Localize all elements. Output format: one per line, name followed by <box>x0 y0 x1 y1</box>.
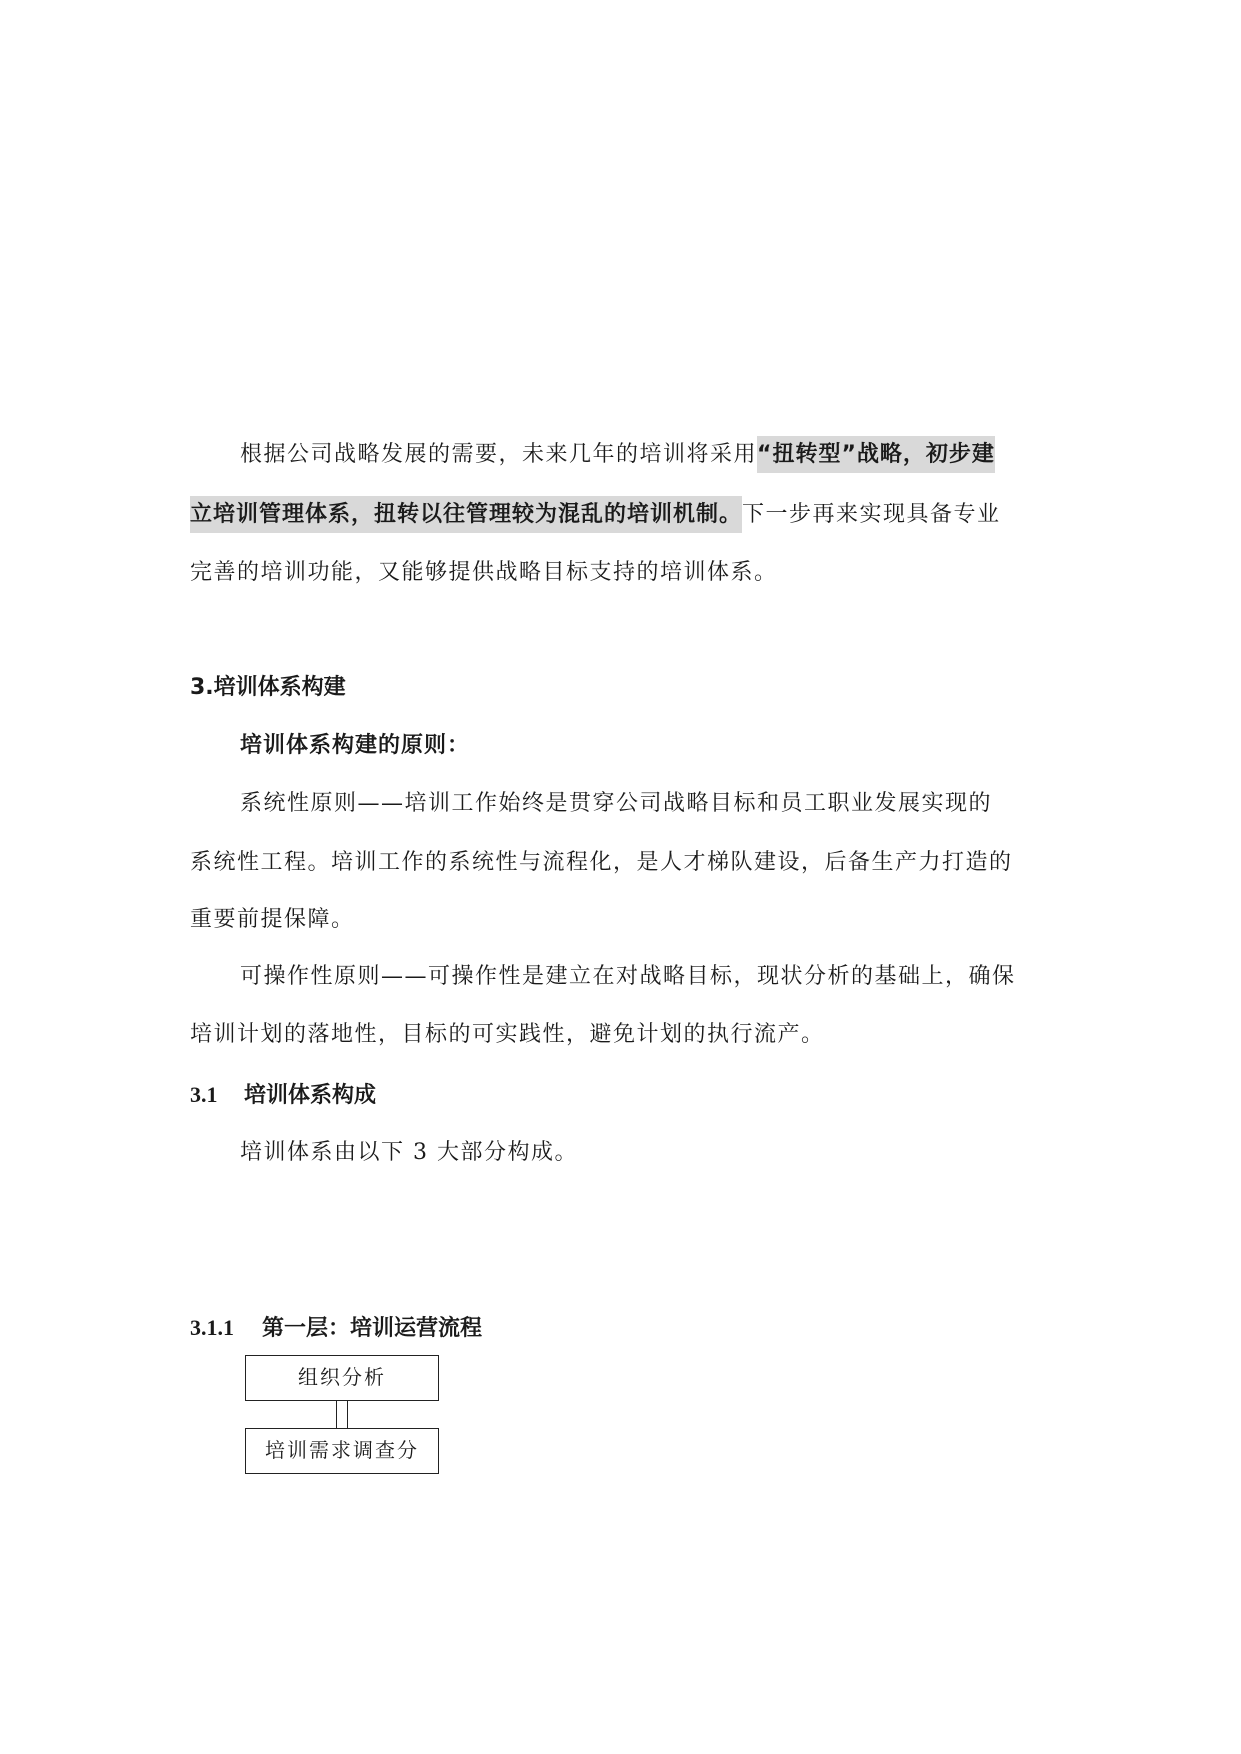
section-number: 3.1 <box>190 1082 218 1107</box>
paragraph-line <box>190 500 1060 530</box>
paragraph-line: 系统性工程。培训工作的系统性与流程化，是人才梯队建设，后备生产力打造的 <box>190 850 1013 875</box>
paragraph-line: 可操作性原则——可操作性是建立在对战略目标，现状分析的基础上，确保 <box>240 964 1016 989</box>
paragraph-text: 根据公司战略发展的需要，未来几年的培训将采用 <box>240 442 758 467</box>
flowchart-connector <box>336 1401 348 1428</box>
section-heading <box>190 1080 376 1111</box>
highlighted-text: 立培训管理体系，扭转以往管理较为混乱的培训机制。 <box>190 496 742 533</box>
paragraph-text: 下一步再来实现具备专业 <box>742 502 1001 527</box>
flowchart-box-training-needs: 培训需求调查分 <box>245 1428 439 1474</box>
section-number: 3.1.1 <box>190 1315 234 1340</box>
flowchart-box-organization-analysis: 组织分析 <box>245 1355 439 1401</box>
paragraph-line: 完善的培训功能，又能够提供战略目标支持的培训体系。 <box>190 560 778 585</box>
paragraph-line: 培训体系由以下 3 大部分构成。 <box>240 1140 578 1165</box>
paragraph-line: 培训计划的落地性，目标的可实践性，避免计划的执行流产。 <box>190 1022 825 1047</box>
section-heading: 3.培训体系构建 <box>190 675 346 700</box>
section-title: 第一层：培训运营流程 <box>262 1316 483 1341</box>
subheading: 培训体系构建的原则： <box>240 733 471 758</box>
section-title: 培训体系构成 <box>244 1083 377 1108</box>
paragraph-line <box>240 440 1110 470</box>
highlighted-text: “扭转型”战略，初步建 <box>757 436 995 473</box>
section-heading <box>190 1313 482 1344</box>
paragraph-line: 重要前提保障。 <box>190 907 355 932</box>
paragraph-line: 系统性原则——培训工作始终是贯穿公司战略目标和员工职业发展实现的 <box>240 791 993 816</box>
